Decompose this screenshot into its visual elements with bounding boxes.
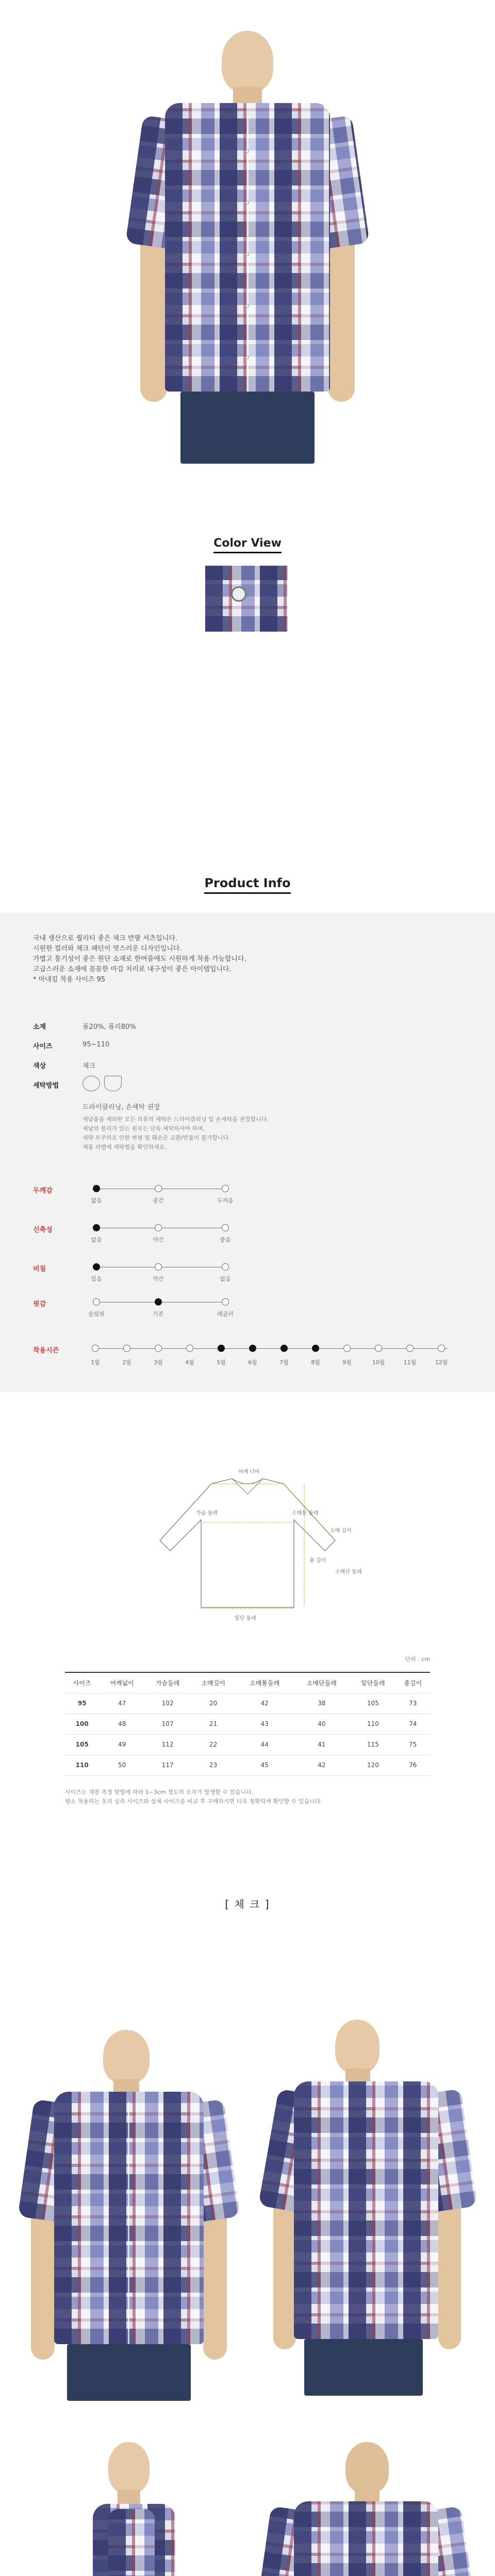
size-cell: 43	[236, 1714, 293, 1734]
size-row	[65, 1755, 430, 1775]
intro-line: 국내 생산으로 퀄리티 좋은 체크 반팔 셔츠입니다.	[33, 935, 178, 942]
size-cell: 23	[190, 1755, 236, 1775]
color-view-title: Color View	[0, 537, 495, 553]
scale-option-label: 있음	[91, 1276, 102, 1282]
size-row	[65, 1693, 430, 1714]
color-value: 체크	[82, 1062, 96, 1070]
scale-dot	[155, 1185, 162, 1192]
model-angle-photo	[263, 2020, 480, 2401]
product-intro	[33, 934, 246, 985]
size-cell: 44	[236, 1734, 293, 1755]
size-note-line: 평소 착용하는 옷의 실측 사이즈와 상세 사이즈를 비교 후 구매하시면 더욱 정확하게 확인할 수 있습니다.	[65, 1798, 322, 1805]
season-month-label: 4월	[185, 1359, 194, 1366]
size-unit: 단위 : cm	[405, 1656, 430, 1663]
season-month-label: 11월	[403, 1359, 417, 1366]
product-info-box	[0, 913, 495, 1392]
header-shoulder: 어깨넓이	[99, 1672, 145, 1693]
intro-line: 가볍고 통기성이 좋은 원단 소재로 한여름에도 시원하게 착용 가능합니다.	[33, 955, 246, 963]
season-month-label: 6월	[248, 1359, 257, 1366]
mannequin-head	[335, 2020, 380, 2074]
diagram-label-sleeve-width: 소매통 둘레	[292, 1511, 319, 1516]
size-value: 95~110	[82, 1041, 110, 1048]
season-dot	[438, 1345, 445, 1352]
size-cell: 100	[65, 1714, 99, 1734]
size-cell: 20	[190, 1693, 236, 1714]
material-value: 폴20%, 폴리80%	[82, 1023, 136, 1031]
mannequin-jeans	[304, 2339, 423, 2396]
mannequin-head	[103, 2030, 150, 2084]
shirt-sleeve	[108, 2509, 155, 2576]
scale-option-label: 없음	[220, 1276, 231, 1282]
mannequin-right-arm	[203, 2205, 227, 2360]
season-dot	[186, 1345, 193, 1352]
shirt-body	[294, 2081, 438, 2339]
scale-label: 비침	[33, 1265, 46, 1273]
scale-dot	[155, 1224, 162, 1231]
header-total-length: 총길이	[396, 1672, 430, 1693]
scale-dot	[222, 1298, 229, 1306]
scale-dot	[155, 1263, 162, 1270]
care-note-line: 제품 라벨에 세탁법을 확인하세요.	[82, 1144, 167, 1150]
season-month-label: 10월	[372, 1359, 385, 1366]
size-table-header	[65, 1672, 430, 1693]
header-hem: 밑단둘레	[350, 1672, 396, 1693]
shirt-button	[245, 355, 249, 359]
header-sleeve-end: 소매단둘레	[293, 1672, 351, 1693]
size-cell: 42	[293, 1755, 351, 1775]
size-row	[65, 1734, 430, 1755]
diagram-label-total-length: 총 길이	[309, 1558, 326, 1564]
season-dot	[375, 1345, 382, 1352]
mannequin-head	[222, 31, 273, 93]
season-dot	[155, 1345, 162, 1352]
diagram-label-sleeve-end: 소매단 둘레	[335, 1569, 362, 1575]
size-cell: 41	[293, 1734, 351, 1755]
size-notes	[65, 1788, 322, 1806]
size-cell: 40	[293, 1714, 351, 1734]
dry-clean-icon	[82, 1076, 100, 1091]
washing-label: 세탁방법	[33, 1082, 59, 1090]
size-cell: 22	[190, 1734, 236, 1755]
shirt-button	[245, 304, 249, 308]
season-month-label: 8월	[311, 1359, 320, 1366]
size-table	[65, 1672, 430, 1776]
size-diagram	[134, 1473, 361, 1623]
scale-option-label: 기본	[153, 1311, 164, 1317]
scale-label: 신축성	[33, 1226, 53, 1234]
scale-dot	[93, 1224, 100, 1231]
shirt-button	[245, 149, 249, 153]
size-cell: 107	[145, 1714, 191, 1734]
care-text: 드라이클리닝, 손세탁 권장	[82, 1104, 160, 1111]
size-row	[65, 1714, 430, 1734]
season-month-label: 3월	[154, 1359, 163, 1366]
care-note-line: 제납의 물리가 있는 원료는 단독 세탁하셔야 하며,	[82, 1125, 205, 1132]
scale-dot	[93, 1185, 100, 1192]
size-cell: 75	[396, 1734, 430, 1755]
shirt-button	[245, 201, 249, 205]
size-cell: 110	[350, 1714, 396, 1734]
size-cell: 76	[396, 1755, 430, 1775]
size-cell: 73	[396, 1693, 430, 1714]
scale-option-label: 없음	[91, 1236, 102, 1243]
scale-dot	[222, 1185, 229, 1192]
size-note-line: 사이즈는 재봉 측정 방법에 따라 1~3cm 정도의 오차가 발생할 수 있습니다.	[65, 1789, 254, 1795]
size-cell: 49	[99, 1734, 145, 1755]
size-cell: 45	[236, 1755, 293, 1775]
product-info-title: Product Info	[0, 876, 495, 894]
diagram-label-shoulder: 어깨 너비	[238, 1469, 260, 1475]
season-month-label: 9월	[342, 1359, 352, 1366]
care-note-line: 세탁 부주의로 인한 변형 및 훼손은 교환/반품이 불가합니다.	[82, 1134, 230, 1141]
mannequin-head	[345, 2442, 389, 2494]
diagram-label-sleeve-length: 소매 길이	[330, 1528, 352, 1534]
scale-dot	[93, 1263, 100, 1270]
season-dot	[92, 1345, 99, 1352]
size-cell: 47	[99, 1693, 145, 1714]
season-dot	[218, 1345, 225, 1352]
color-label: 색상	[33, 1062, 46, 1070]
care-notes	[82, 1115, 269, 1152]
mannequin-head	[108, 2442, 150, 2494]
material-label: 소재	[33, 1023, 46, 1031]
model-back-photo	[258, 2442, 474, 2576]
mannequin-right-arm	[438, 2195, 461, 2349]
scale-dot	[93, 1298, 100, 1306]
season-dot	[123, 1345, 130, 1352]
size-cell: 95	[65, 1693, 99, 1714]
scale-option-label: 슬림핏	[88, 1311, 105, 1317]
header-sleeve-length: 소매길이	[190, 1672, 236, 1693]
season-month-label: 7월	[279, 1359, 289, 1366]
scale-dot	[155, 1298, 162, 1306]
hand-wash-icon	[104, 1076, 122, 1091]
care-note-line: 제납품을 제외한 모든 의류의 세탁은 드라이클리닝 및 손세탁을 권장합니다.	[82, 1116, 269, 1123]
scale-option-label: 두꺼움	[217, 1197, 234, 1204]
scale-option-label: 좋음	[220, 1236, 231, 1243]
season-dot	[249, 1345, 256, 1352]
shirt-placket	[128, 2102, 129, 2344]
scale-label: 두께감	[33, 1187, 53, 1195]
diagram-label-chest: 가슴 둘레	[196, 1511, 218, 1516]
size-cell: 74	[396, 1714, 430, 1734]
size-cell: 105	[65, 1734, 99, 1755]
size-label: 사이즈	[33, 1043, 53, 1050]
size-cell: 48	[99, 1714, 145, 1734]
model-side-photo	[77, 2442, 191, 2576]
color-swatch-check[interactable]	[205, 566, 288, 632]
swatch-button-icon	[231, 586, 246, 602]
mannequin-jeans	[67, 2344, 191, 2401]
season-dot	[280, 1345, 288, 1352]
scale-option-label: 중간	[153, 1197, 164, 1204]
size-cell: 115	[350, 1734, 396, 1755]
header-sleeve-width: 소매통둘레	[236, 1672, 293, 1693]
shirt-body	[294, 2501, 438, 2576]
scale-option-label: 얇음	[91, 1197, 102, 1204]
model-front-photo	[15, 2030, 242, 2401]
intro-line: 시원한 컬러와 체크 패턴이 멋스러운 디자인입니다.	[33, 945, 182, 953]
scale-dot	[222, 1224, 229, 1231]
season-dot	[406, 1345, 414, 1352]
mannequin-jeans	[180, 392, 315, 464]
size-cell: 117	[145, 1755, 191, 1775]
shirt-button	[245, 252, 249, 256]
size-cell: 42	[236, 1693, 293, 1714]
check-section-title: [ 체 크 ]	[225, 1898, 270, 1910]
diagram-shirt-outline	[160, 1479, 335, 1607]
season-dot	[343, 1345, 351, 1352]
mannequin-left-arm	[273, 2195, 296, 2349]
season-line	[92, 1348, 448, 1349]
size-cell: 112	[145, 1734, 191, 1755]
season-month-label: 5월	[217, 1359, 226, 1366]
intro-line: 고급스러운 소재에 꼼꼼한 마감 처리로 내구성이 좋은 아이템입니다.	[33, 965, 232, 973]
size-cell: 21	[190, 1714, 236, 1734]
scale-label: 핏감	[33, 1300, 46, 1308]
season-label: 착용시즌	[33, 1347, 59, 1354]
hero-mannequin-photo	[119, 31, 376, 464]
scale-option-label: 약간	[153, 1236, 164, 1243]
header-chest: 가슴둘레	[145, 1672, 191, 1693]
size-cell: 50	[99, 1755, 145, 1775]
season-month-label: 12월	[435, 1359, 448, 1366]
scale-dot	[222, 1263, 229, 1270]
mannequin-left-arm	[31, 2205, 55, 2360]
season-dot	[312, 1345, 319, 1352]
season-month-label: 2월	[122, 1359, 131, 1366]
season-month-label: 1월	[91, 1359, 100, 1366]
size-cell: 105	[350, 1693, 396, 1714]
size-cell: 38	[293, 1693, 351, 1714]
header-size: 사이즈	[65, 1672, 99, 1693]
intro-line: * 마네킹 착용 사이즈 95	[33, 976, 106, 984]
size-cell: 102	[145, 1693, 191, 1714]
size-cell: 110	[65, 1755, 99, 1775]
size-cell: 120	[350, 1755, 396, 1775]
diagram-label-hem: 밑단 둘레	[235, 1616, 256, 1621]
scale-option-label: 약간	[153, 1276, 164, 1282]
scale-option-label: 레귤러	[217, 1311, 234, 1317]
